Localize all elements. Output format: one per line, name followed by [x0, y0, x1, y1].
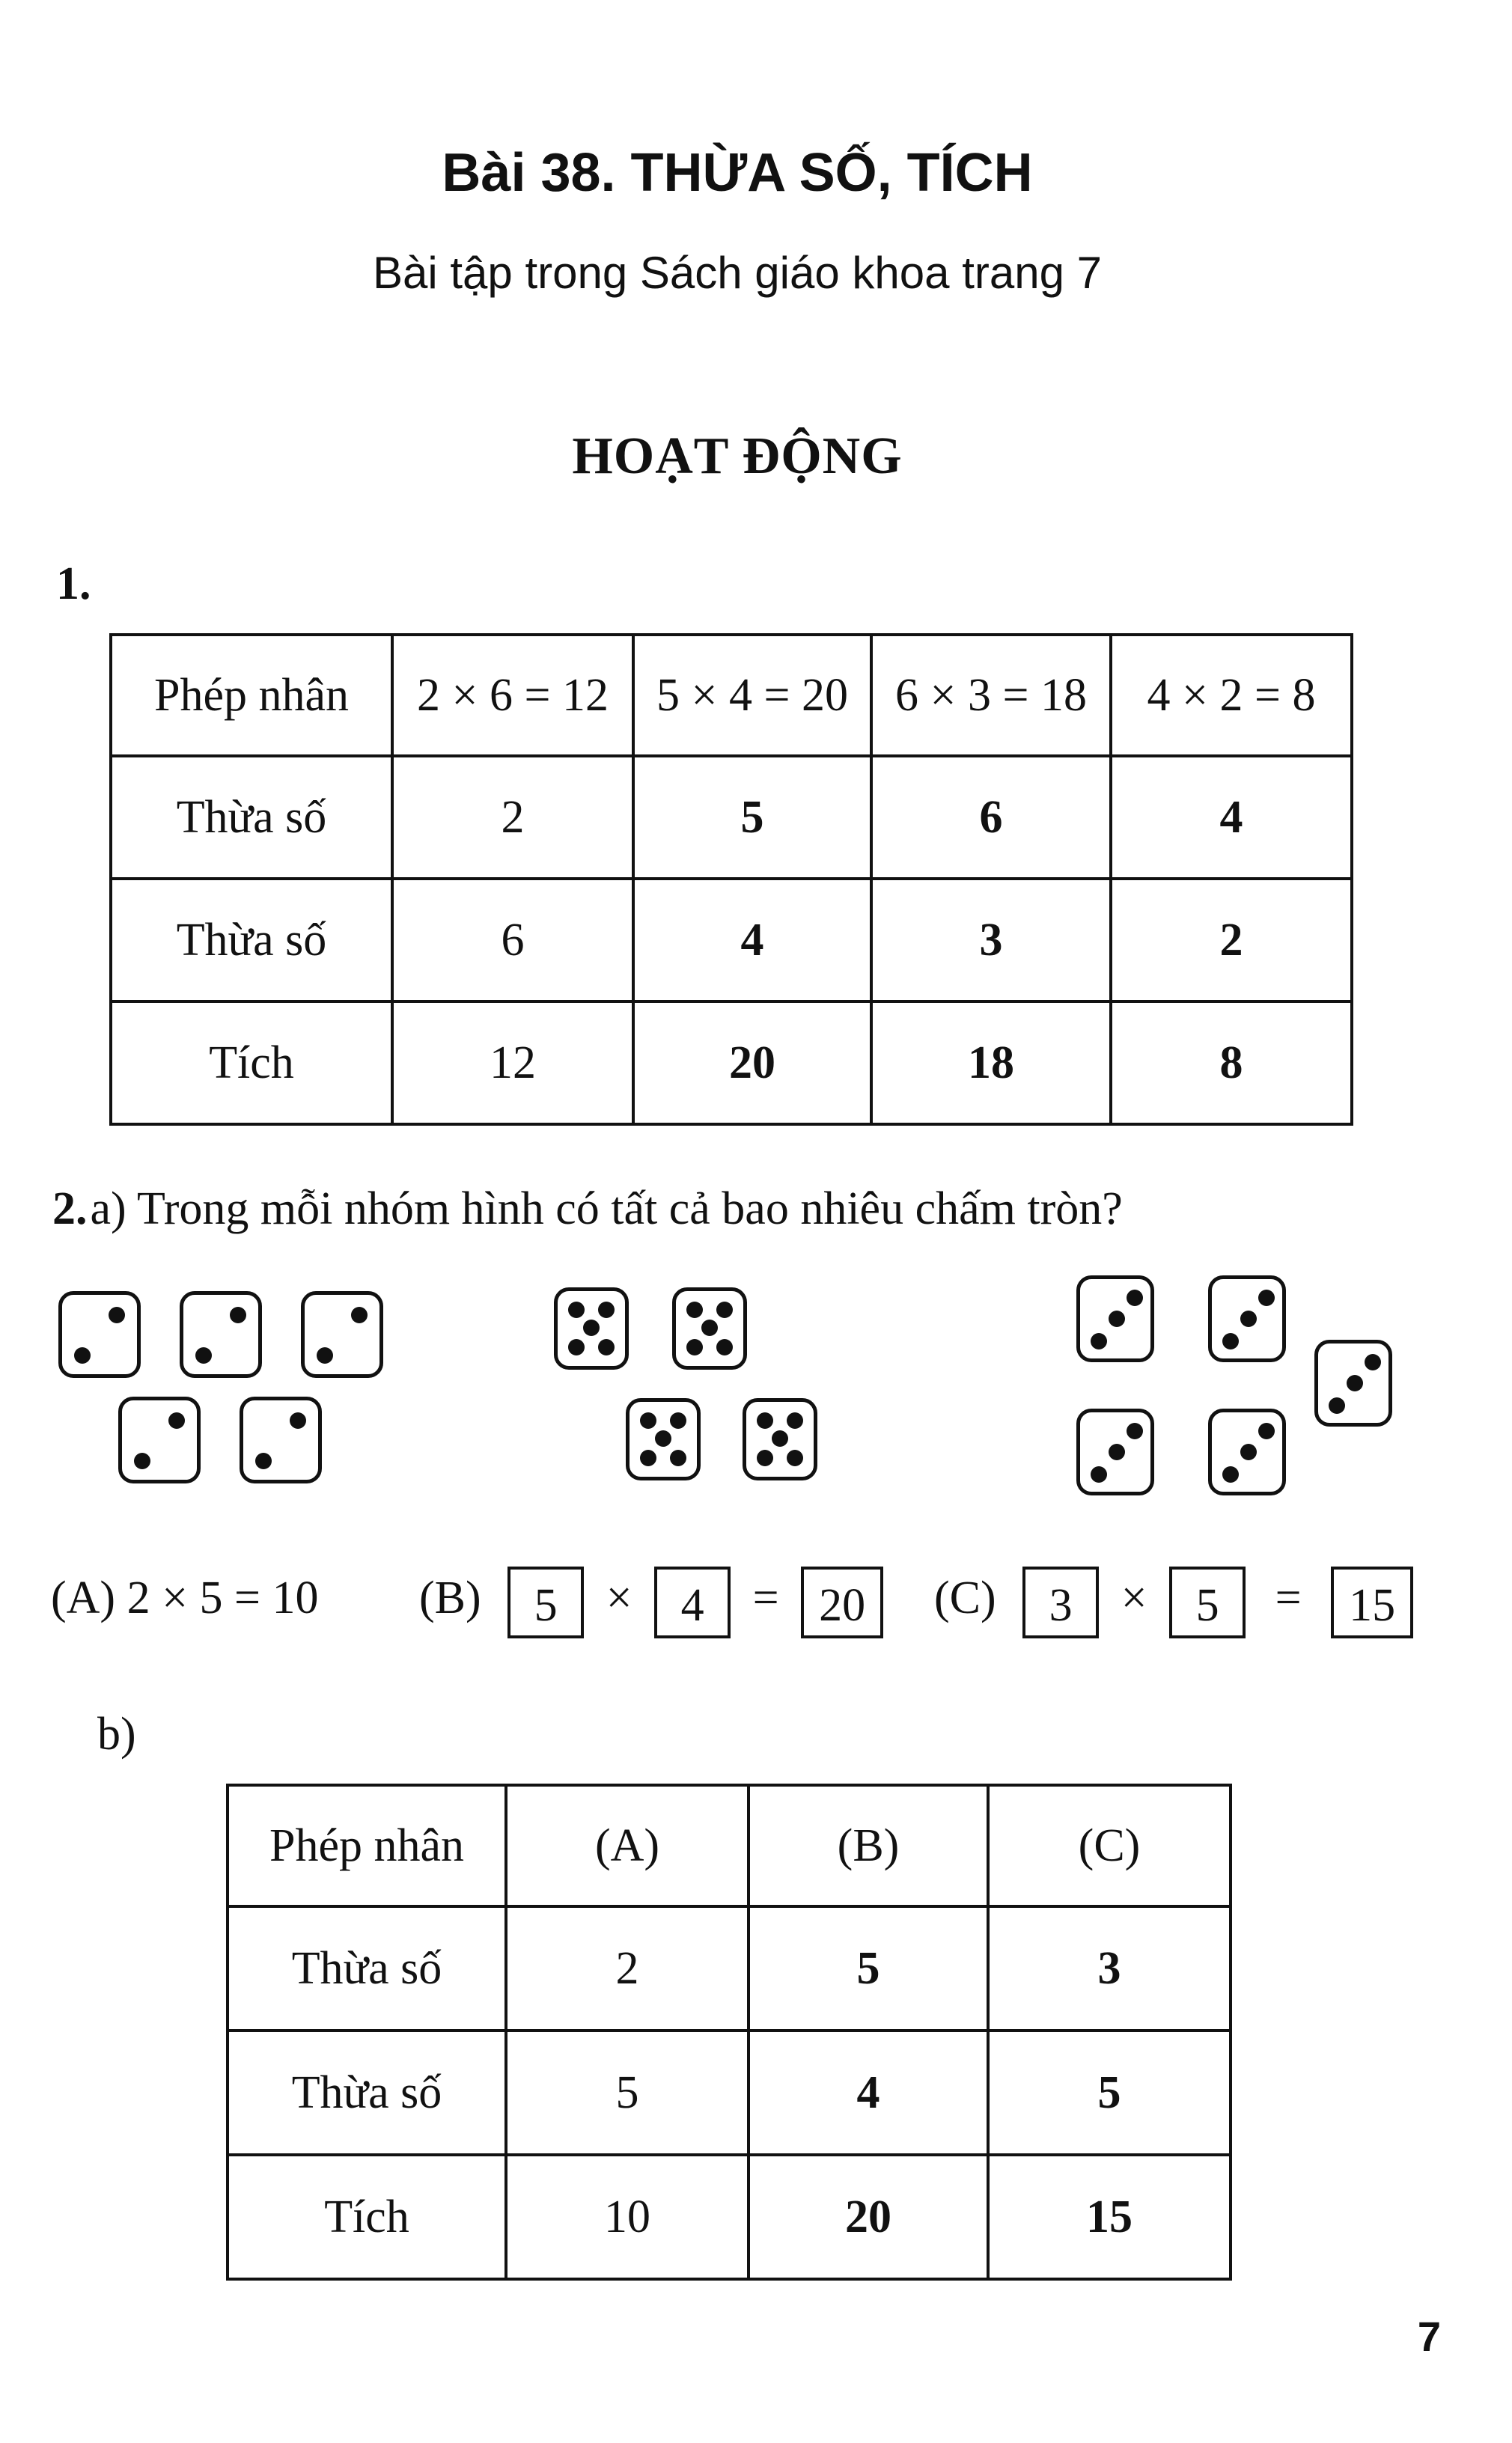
q2b-header-cell: (C)	[988, 1785, 1231, 1906]
die-dot	[1127, 1290, 1143, 1306]
die-group-a	[58, 1291, 141, 1378]
q1-header-cell: 5 × 4 = 20	[633, 635, 871, 756]
die-group-a	[118, 1397, 201, 1483]
q1-cell: 12	[392, 1001, 633, 1124]
die-group-a	[301, 1291, 383, 1378]
die-dot	[1091, 1466, 1107, 1483]
q2b-answer-cell: 15	[988, 2155, 1231, 2279]
die-dot	[568, 1339, 585, 1355]
die-dot	[1222, 1466, 1239, 1483]
die-dot	[598, 1339, 615, 1355]
equation-c-factor-2-box: 5	[1169, 1567, 1246, 1638]
equation-c-factor-1-box: 3	[1022, 1567, 1099, 1638]
q1-answer-cell: 5	[633, 756, 871, 879]
equation-c-label: (C)	[934, 1573, 996, 1623]
times-sign: ×	[1121, 1573, 1147, 1623]
question-2b-table	[226, 1784, 1232, 2281]
die-dot	[716, 1302, 733, 1318]
q2b-row-label: Tích	[228, 2155, 506, 2279]
q2b-header-cell: Phép nhân	[228, 1785, 506, 1906]
equals-sign: =	[752, 1573, 779, 1623]
die-dot	[640, 1412, 656, 1429]
q1-row-label: Thừa số	[111, 879, 392, 1001]
q2b-cell: 2	[506, 1906, 749, 2031]
die-dot	[168, 1412, 185, 1429]
die-group-c	[1208, 1409, 1286, 1495]
die-dot	[1091, 1333, 1107, 1349]
q2b-answer-cell: 20	[749, 2155, 988, 2279]
q1-row-product	[111, 1001, 1352, 1124]
die-group-b	[626, 1398, 701, 1480]
q1-answer-cell: 18	[871, 1001, 1111, 1124]
die-dot	[686, 1339, 703, 1355]
die-dot	[1127, 1423, 1143, 1439]
die-dot	[583, 1320, 600, 1336]
q2b-answer-cell: 5	[988, 2031, 1231, 2155]
die-group-c	[1076, 1275, 1154, 1362]
q1-row-factor-1	[111, 756, 1352, 879]
q2b-cell: 10	[506, 2155, 749, 2279]
q1-row-factor-2	[111, 879, 1352, 1001]
die-dot	[686, 1302, 703, 1318]
q1-cell: 6	[392, 879, 633, 1001]
q2b-header-cell: (B)	[749, 1785, 988, 1906]
die-dot	[1109, 1311, 1125, 1327]
q1-row-label: Tích	[111, 1001, 392, 1124]
die-dot	[655, 1430, 671, 1447]
die-dot	[757, 1450, 773, 1466]
equals-sign: =	[1275, 1573, 1302, 1623]
die-group-c	[1314, 1340, 1392, 1427]
q1-answer-cell: 20	[633, 1001, 871, 1124]
die-dot	[640, 1450, 656, 1466]
q1-answer-cell: 2	[1111, 879, 1352, 1001]
q1-answer-cell: 6	[871, 756, 1111, 879]
die-dot	[1240, 1444, 1257, 1460]
q1-answer-cell: 4	[1111, 756, 1352, 879]
die-group-c	[1208, 1275, 1286, 1362]
q2b-answer-cell: 3	[988, 1906, 1231, 2031]
page-number: 7	[1417, 2313, 1441, 2360]
die-dot	[598, 1302, 615, 1318]
die-group-b	[672, 1287, 747, 1370]
equation-a-text: 2 × 5 = 10	[126, 1573, 319, 1623]
equation-a	[51, 1561, 319, 1635]
q1-header-cell: Phép nhân	[111, 635, 392, 756]
die-group-b	[554, 1287, 629, 1370]
die-dot	[351, 1307, 368, 1323]
q1-answer-cell: 8	[1111, 1001, 1352, 1124]
equation-c-result-box: 15	[1331, 1567, 1413, 1638]
q2b-answer-cell: 5	[749, 1906, 988, 2031]
q1-answer-cell: 3	[871, 879, 1111, 1001]
q1-cell: 2	[392, 756, 633, 879]
die-dot	[195, 1347, 212, 1364]
die-dot	[230, 1307, 246, 1323]
equation-b-factor-1-box: 5	[507, 1567, 584, 1638]
times-sign: ×	[606, 1573, 632, 1623]
die-dot	[1240, 1311, 1257, 1327]
die-dot	[670, 1450, 686, 1466]
equation-b-label: (B)	[419, 1573, 481, 1623]
lesson-subtitle: Bài tập trong Sách giáo khoa trang 7	[372, 248, 1102, 298]
die-dot	[757, 1412, 773, 1429]
die-dot	[1347, 1375, 1363, 1391]
die-dot	[568, 1302, 585, 1318]
equation-b-result-box: 20	[801, 1567, 883, 1638]
die-dot	[1365, 1354, 1381, 1370]
die-group-a	[180, 1291, 262, 1378]
question-2a-text: a) Trong mỗi nhóm hình có tất cả bao nhiêu chấm tròn?	[90, 1183, 1123, 1234]
question-2b-label: b)	[97, 1709, 136, 1760]
die-dot	[134, 1453, 150, 1469]
q2b-header-cell: (A)	[506, 1785, 749, 1906]
die-dot	[317, 1347, 333, 1364]
die-group-b	[743, 1398, 817, 1480]
equation-a-label: (A)	[51, 1573, 116, 1623]
die-dot	[1329, 1397, 1345, 1414]
die-dot	[772, 1430, 788, 1447]
q2b-answer-cell: 4	[749, 2031, 988, 2155]
q2b-row-factor-2	[228, 2031, 1231, 2155]
question-2-prompt	[52, 1183, 1123, 1236]
die-dot	[1258, 1423, 1275, 1439]
question-1-number: 1.	[56, 558, 91, 609]
q1-header-cell: 2 × 6 = 12	[392, 635, 633, 756]
equation-b-factor-2-box: 4	[654, 1567, 731, 1638]
equation-b	[419, 1561, 883, 1635]
q2b-row-product	[228, 2155, 1231, 2279]
die-group-c	[1076, 1409, 1154, 1495]
die-dot	[787, 1450, 803, 1466]
equation-c	[934, 1561, 1413, 1635]
die-dot	[1109, 1444, 1125, 1460]
die-dot	[716, 1339, 733, 1355]
die-dot	[670, 1412, 686, 1429]
die-dot	[1222, 1333, 1239, 1349]
q1-row-label: Thừa số	[111, 756, 392, 879]
q2b-row-label: Thừa số	[228, 2031, 506, 2155]
q1-header-row	[111, 635, 1352, 756]
q2b-header-row	[228, 1785, 1231, 1906]
q1-header-cell: 6 × 3 = 18	[871, 635, 1111, 756]
die-dot	[701, 1320, 718, 1336]
question-1-table	[109, 633, 1353, 1126]
die-dot	[1258, 1290, 1275, 1306]
question-2-number: 2.	[52, 1183, 88, 1234]
q2b-row-label: Thừa số	[228, 1906, 506, 2031]
q1-header-cell: 4 × 2 = 8	[1111, 635, 1352, 756]
die-dot	[787, 1412, 803, 1429]
die-group-a	[240, 1397, 322, 1483]
die-dot	[290, 1412, 306, 1429]
die-dot	[255, 1453, 272, 1469]
lesson-title: Bài 38. THỪA SỐ, TÍCH	[442, 143, 1033, 203]
q2b-cell: 5	[506, 2031, 749, 2155]
q2b-row-factor-1	[228, 1906, 1231, 2031]
die-dot	[109, 1307, 125, 1323]
die-dot	[74, 1347, 91, 1364]
q1-answer-cell: 4	[633, 879, 871, 1001]
section-heading: HOẠT ĐỘNG	[572, 427, 903, 485]
